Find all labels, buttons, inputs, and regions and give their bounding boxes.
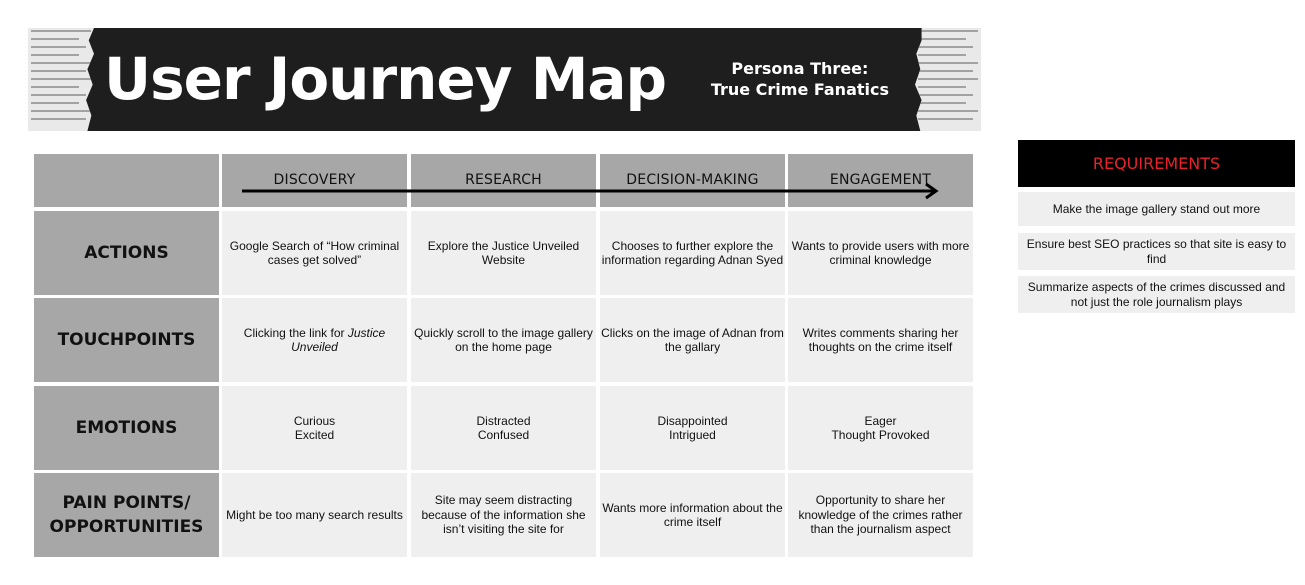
cell-text-line: Distracted (476, 413, 531, 428)
newspaper-scrap-right (915, 28, 981, 131)
persona-label (711, 58, 889, 100)
persona-line-2: True Crime Fanatics (710, 80, 889, 99)
cell-text-line: crime itself (663, 515, 722, 529)
journey-cell-actions-discovery (222, 211, 407, 295)
journey-cell-emotions-discovery (222, 386, 407, 470)
page-title: User Journey Map (104, 45, 667, 113)
cell-text-line: Disappointed (657, 413, 728, 428)
cell-text-line: Explore the Justice Unveiled (427, 238, 580, 253)
journey-cell-pain-points-opportunities-discovery (222, 473, 407, 557)
cell-text-line: Excited (294, 428, 335, 442)
cell-text-line: because of the information she (421, 507, 586, 522)
cell-text-line: Chooses to further explore the (611, 238, 774, 253)
journey-cell-pain-points-opportunities-decision-making (600, 473, 785, 557)
journey-cell-touchpoints-discovery (222, 298, 407, 382)
requirement-text-line: not just the role journalism plays (1070, 294, 1243, 309)
row-header-line: EMOTIONS (75, 418, 178, 438)
cell-text-line: than the journalism aspect (810, 522, 951, 537)
requirement-text-line: Make the image gallery stand out more (1052, 201, 1261, 216)
journey-cell-emotions-research (411, 386, 596, 470)
row-header-line: ACTIONS (84, 243, 169, 263)
newspaper-scrap-left (28, 28, 94, 131)
cell-text-line: Website (481, 253, 526, 267)
journey-cell-emotions-engagement (788, 386, 973, 470)
cell-text-line: information regarding Adnan Syed (601, 253, 784, 267)
cell-text-line: isn’t visiting the site for (443, 522, 564, 537)
cell-text-line: Clicks on the image of Adnan from (601, 325, 784, 340)
cell-text-line: criminal knowledge (829, 253, 932, 267)
row-header-touchpoints (34, 298, 219, 382)
cell-text-line: Intrigued (669, 428, 716, 442)
cell-text-line: Eager (864, 413, 897, 428)
requirements-title: REQUIREMENTS (1018, 140, 1295, 187)
row-header-actions (34, 211, 219, 295)
journey-cell-actions-research (411, 211, 596, 295)
row-header-line: PAIN POINTS/ (62, 493, 191, 513)
cell-text-line: the gallary (664, 340, 721, 354)
journey-cell-pain-points-opportunities-research (411, 473, 596, 557)
requirement-item (1018, 233, 1295, 270)
journey-cell-actions-engagement (788, 211, 973, 295)
cell-text-line: Opportunity to share her (815, 493, 946, 508)
persona-line-1: Persona Three: (731, 59, 869, 78)
journey-cell-touchpoints-decision-making (600, 298, 785, 382)
cell-text-line: Quickly scroll to the image gallery (414, 325, 593, 340)
stage-header-discovery: DISCOVERY (222, 154, 407, 207)
cell-text-line: knowledge of the crimes rather (798, 507, 963, 522)
journey-cell-actions-decision-making (600, 211, 785, 295)
cell-text-line: Writes comments sharing her (802, 325, 959, 340)
cell-text-line: Curious (293, 413, 336, 428)
cell-text-line: thoughts on the crime itself (808, 340, 953, 354)
cell-text-line: Confused (477, 428, 530, 442)
journey-cell-emotions-decision-making (600, 386, 785, 470)
cell-text-line: Might be too many search results (226, 507, 403, 522)
stage-header-engagement: ENGAGEMENT (788, 154, 973, 207)
cell-text-line: Clicking the link for Justice (243, 325, 386, 340)
title-banner (28, 28, 981, 131)
cell-text-line: on the home page (455, 340, 552, 354)
row-header-emotions (34, 386, 219, 470)
cell-text-line: Wants to provide users with more (791, 238, 970, 253)
row-header-line: OPPORTUNITIES (49, 517, 204, 537)
cell-text-line: cases get solved” (267, 253, 362, 267)
requirement-item (1018, 192, 1295, 226)
journey-cell-touchpoints-research (411, 298, 596, 382)
journey-cell-pain-points-opportunities-engagement (788, 473, 973, 557)
cell-text-line: Thought Provoked (831, 428, 930, 442)
stage-header-decision-making: DECISION-MAKING (600, 154, 785, 207)
row-header-line: TOUCHPOINTS (57, 330, 196, 350)
stage-header-research: RESEARCH (411, 154, 596, 207)
row-header-pain-points-opportunities (34, 473, 219, 557)
requirement-text-line: Ensure best SEO practices so that site is easy to (1026, 236, 1287, 251)
cell-text-line: Unveiled (291, 340, 338, 354)
cell-text-line: Site may seem distracting (434, 493, 573, 508)
journey-cell-touchpoints-engagement (788, 298, 973, 382)
cell-text-line: Google Search of “How criminal (229, 238, 400, 253)
requirement-text-line: Summarize aspects of the crimes discussed and (1027, 279, 1286, 294)
requirement-text-line: find (1146, 251, 1167, 266)
cell-text-line: Wants more information about the (602, 500, 783, 515)
grid-corner-cell (34, 154, 219, 207)
requirement-item (1018, 276, 1295, 313)
